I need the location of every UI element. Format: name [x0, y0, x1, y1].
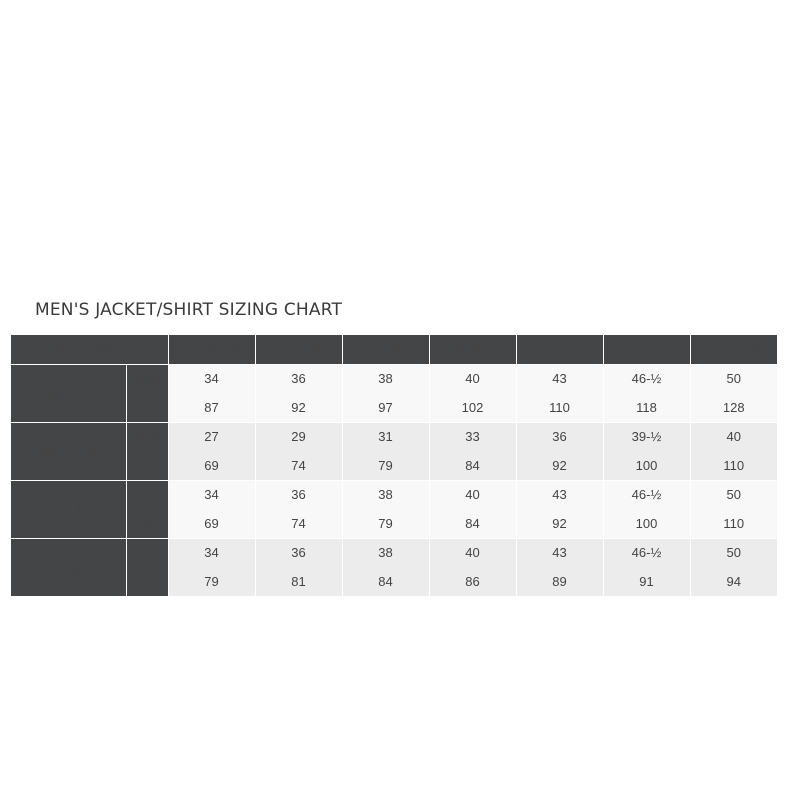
table-cell: 74 — [255, 451, 342, 480]
unit-label: inch — [126, 422, 168, 451]
table-cell: 38 — [342, 480, 429, 509]
table-cell: 43 — [516, 480, 603, 509]
table-cell: 79 — [168, 567, 255, 596]
table-cell: 94 — [690, 567, 777, 596]
size-header: Large — [516, 335, 603, 364]
table-cell: 50 — [690, 538, 777, 567]
unit-label: inch — [126, 480, 168, 509]
measurement-label-sleeve: Sleeve 팔길이 — [11, 538, 126, 596]
page-title: MEN'S JACKET/SHIRT SIZING CHART — [35, 300, 343, 320]
table-row — [11, 538, 777, 567]
table-cell: 100 — [603, 451, 690, 480]
table-cell: 100 — [603, 509, 690, 538]
table-cell: 50 — [690, 364, 777, 393]
size-header: XX-Large — [690, 335, 777, 364]
table-cell: 43 — [516, 538, 603, 567]
table-cell: 92 — [516, 451, 603, 480]
size-header: X-Small — [255, 335, 342, 364]
table-cell: 92 — [516, 509, 603, 538]
table-cell: 36 — [255, 538, 342, 567]
table-cell: 110 — [690, 451, 777, 480]
size-header: Medium — [429, 335, 516, 364]
table-cell: 69 — [168, 451, 255, 480]
table-cell: 34 — [168, 364, 255, 393]
measurement-label-waist: Waist 허리 — [11, 422, 126, 480]
table-cell: 46-½ — [603, 364, 690, 393]
table-cell: 39-½ — [603, 422, 690, 451]
table-cell: 74 — [255, 509, 342, 538]
table-cell: 46-½ — [603, 538, 690, 567]
table-cell: 79 — [342, 451, 429, 480]
table-row — [11, 422, 777, 451]
unit-label: cm — [126, 451, 168, 480]
table-cell: 118 — [603, 393, 690, 422]
table-cell: 33 — [429, 422, 516, 451]
table-cell: 91 — [603, 567, 690, 596]
table-cell: 34 — [168, 538, 255, 567]
table-cell: 36 — [516, 422, 603, 451]
table-cell: 40 — [429, 480, 516, 509]
unit-label: inch — [126, 538, 168, 567]
body-size-header: BODY SIZE — [11, 335, 168, 364]
measurement-label-hip: Hip 힙 — [11, 480, 126, 538]
table-cell: 128 — [690, 393, 777, 422]
table-cell: 84 — [342, 567, 429, 596]
table-cell: 102 — [429, 393, 516, 422]
table-cell: 38 — [342, 364, 429, 393]
table-cell: 40 — [429, 538, 516, 567]
table-cell: 110 — [516, 393, 603, 422]
table-row — [11, 364, 777, 393]
table-cell: 27 — [168, 422, 255, 451]
table-cell: 110 — [690, 509, 777, 538]
table-row — [11, 567, 777, 596]
table-cell: 87 — [168, 393, 255, 422]
table-cell: 34 — [168, 480, 255, 509]
table-cell: 92 — [255, 393, 342, 422]
table-cell: 38 — [342, 538, 429, 567]
measurement-label-chest: Chest 가슴 — [11, 364, 126, 422]
table-row — [11, 393, 777, 422]
table-cell: 40 — [429, 364, 516, 393]
unit-label: inch — [126, 364, 168, 393]
table-cell: 84 — [429, 451, 516, 480]
table-cell: 89 — [516, 567, 603, 596]
header-row — [11, 335, 777, 364]
table-cell: 36 — [255, 480, 342, 509]
table-cell: 86 — [429, 567, 516, 596]
table-cell: 97 — [342, 393, 429, 422]
table-cell: 40 — [690, 422, 777, 451]
unit-label: cm — [126, 393, 168, 422]
table-cell: 29 — [255, 422, 342, 451]
table-row — [11, 451, 777, 480]
table-cell: 69 — [168, 509, 255, 538]
unit-label: cm — [126, 567, 168, 596]
size-header: X-Large — [603, 335, 690, 364]
size-header: XX-Small — [168, 335, 255, 364]
table-row — [11, 509, 777, 538]
sizing-table — [11, 335, 777, 596]
table-row — [11, 480, 777, 509]
table-cell: 36 — [255, 364, 342, 393]
table-cell: 46-½ — [603, 480, 690, 509]
table-cell: 84 — [429, 509, 516, 538]
table-cell: 79 — [342, 509, 429, 538]
unit-label: cm — [126, 509, 168, 538]
size-header: Small — [342, 335, 429, 364]
table-cell: 81 — [255, 567, 342, 596]
table-cell: 31 — [342, 422, 429, 451]
table-cell: 50 — [690, 480, 777, 509]
table-cell: 43 — [516, 364, 603, 393]
